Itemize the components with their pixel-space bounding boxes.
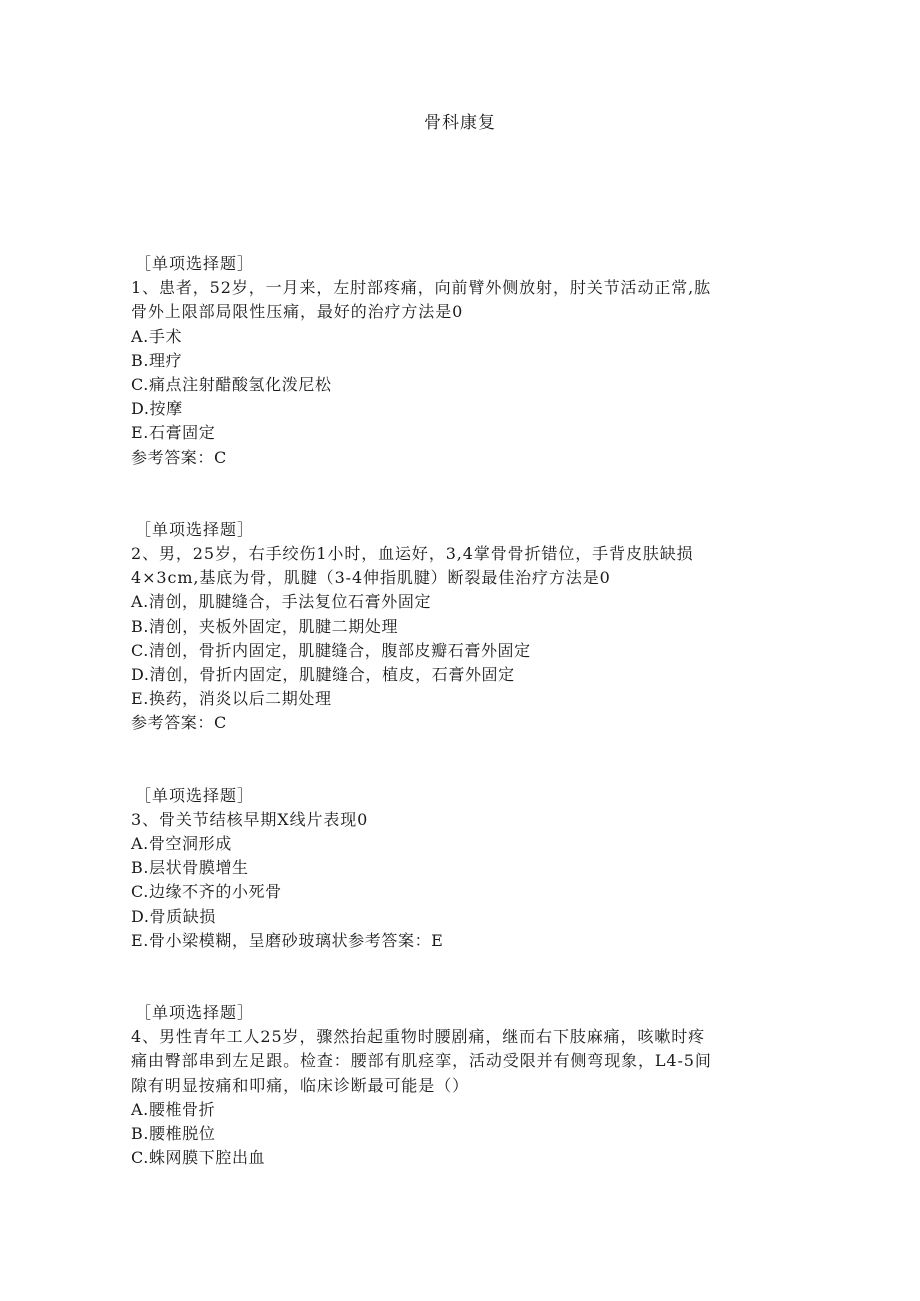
option-e-with-answer: E.骨小梁模糊，呈磨砂玻璃状参考答案：E <box>131 930 444 950</box>
question-stem-line: 4×3cm,基底为骨，肌腱（3-4伸指肌腱）断裂最佳治疗方法是0 <box>131 568 611 588</box>
question-3 <box>131 784 781 953</box>
reference-answer: 参考答案：C <box>131 447 227 467</box>
option-d: D.骨质缺损 <box>131 906 216 926</box>
option-a: A.腰椎骨折 <box>131 1099 216 1119</box>
question-stem-line: 痛由臀部串到左足跟。检查：腰部有肌痉挛，活动受限并有侧弯现象，L4-5间 <box>131 1051 712 1071</box>
question-type-label: ［单项选择题］ <box>135 519 255 539</box>
question-2 <box>131 518 781 736</box>
option-c: C.边缘不齐的小死骨 <box>131 882 282 902</box>
question-type-label: ［单项选择题］ <box>135 254 255 273</box>
option-c: C.清创，骨折内固定，肌腱缝合，腹部皮瓣石膏外固定 <box>131 640 531 660</box>
option-d: D.清创，骨折内固定，肌腱缝合，植皮，石膏外固定 <box>131 665 515 685</box>
option-d: D.按摩 <box>131 399 183 419</box>
option-c: C.蛛网膜下腔出血 <box>131 1148 266 1168</box>
question-type-label: ［单项选择题］ <box>135 785 255 805</box>
option-b: B.理疗 <box>131 350 183 370</box>
option-b: B.清创，夹板外固定，肌腱二期处理 <box>131 616 399 636</box>
option-e: E.换药，消炎以后二期处理 <box>131 689 332 709</box>
option-e: E.石膏固定 <box>131 423 216 443</box>
question-stem-line: 1、患者，52岁，一月来，左肘部疼痛，向前臂外侧放射，肘关节活动正常,肱 <box>131 278 712 298</box>
option-a: A.骨空洞形成 <box>131 834 232 854</box>
question-stem-line: 2、男，25岁，右手绞伤1小时，血运好，3,4掌骨骨折错位，手背皮肤缺损 <box>131 544 694 564</box>
question-4 <box>131 1001 781 1170</box>
question-stem-line: 3、骨关节结核早期X线片表现0 <box>131 809 369 829</box>
option-a: A.手术 <box>131 326 183 346</box>
question-stem-line: 骨外上限部局限性压痛，最好的治疗方法是0 <box>131 302 464 322</box>
question-1 <box>131 252 781 470</box>
reference-answer: 参考答案：C <box>131 713 227 733</box>
question-type-label: ［单项选择题］ <box>135 1003 255 1023</box>
option-b: B.层状骨膜增生 <box>131 858 249 878</box>
option-a: A.清创，肌腱缝合，手法复位石膏外固定 <box>131 592 432 612</box>
option-c: C.痛点注射醋酸氢化泼尼松 <box>131 375 332 395</box>
document-title: 骨科康复 <box>424 113 496 133</box>
question-stem-line: 4、男性青年工人25岁，骤然抬起重物时腰剧痛，继而右下肢麻痛，咳嗽时疼 <box>131 1027 706 1047</box>
question-list <box>131 252 781 1171</box>
question-stem-line: 隙有明显按痛和叩痛，临床诊断最可能是（） <box>131 1075 470 1095</box>
option-b: B.腰椎脱位 <box>131 1124 216 1144</box>
